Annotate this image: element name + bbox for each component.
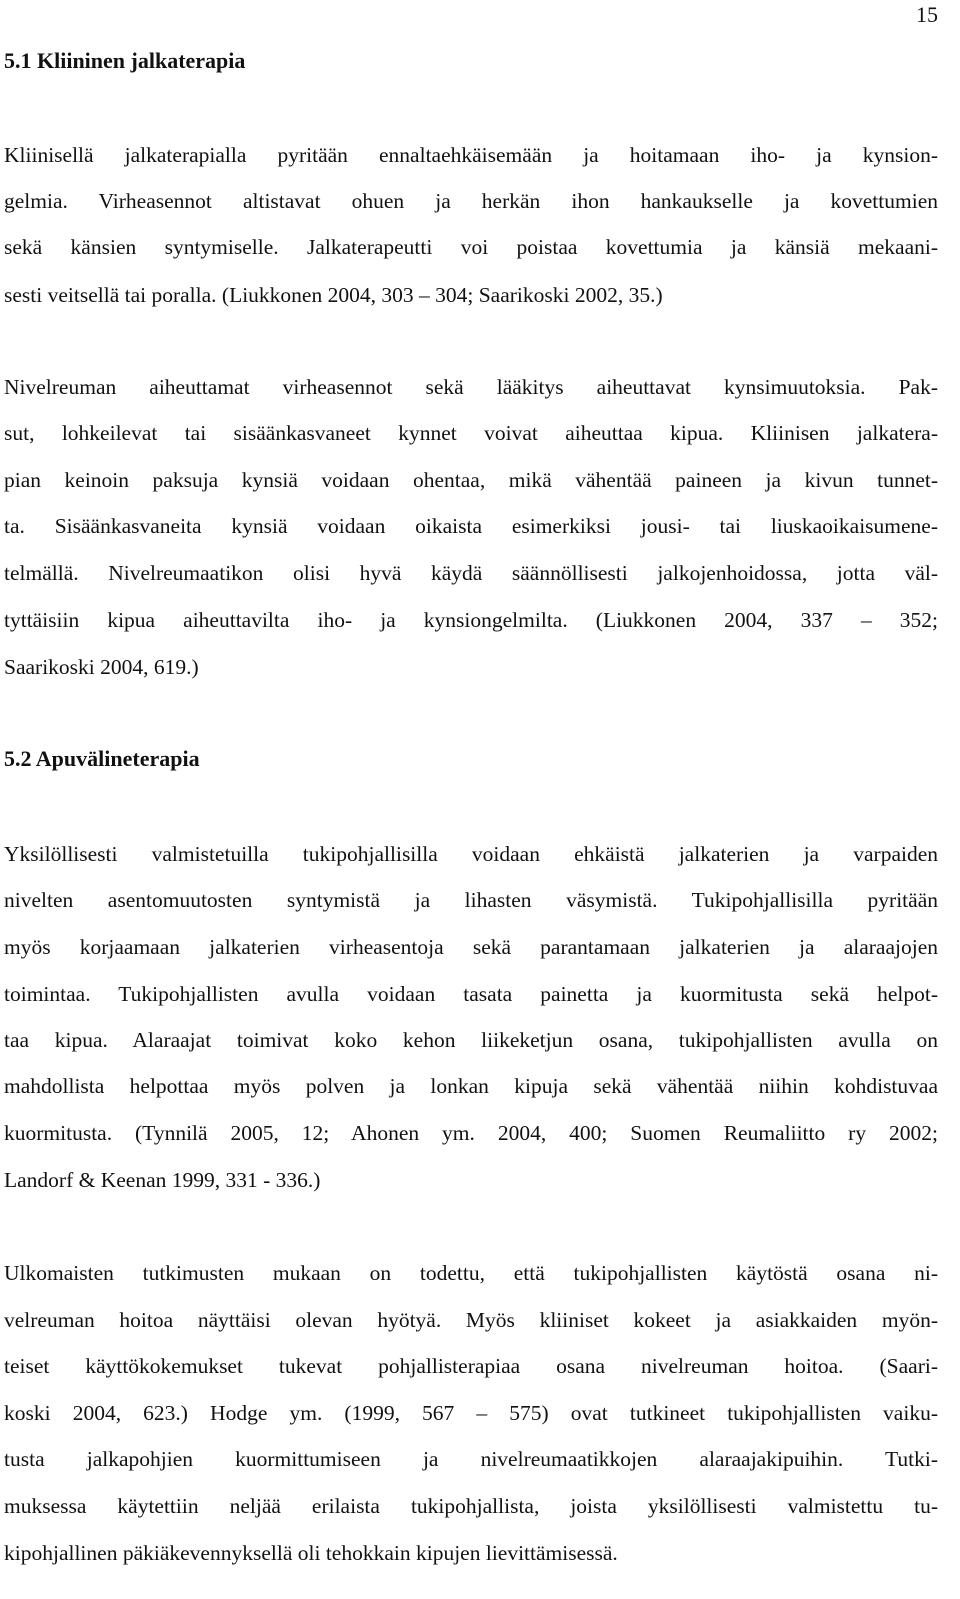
text-line: Yksilöllisesti valmistetuilla tukipohjallisilla voidaan ehkäistä jalkaterien ja varpaiden [4,842,938,866]
text-line: gelmia. Virheasennot altistavat ohuen ja herkän ihon hankaukselle ja kovettumien [4,189,938,213]
text-line: toimintaa. Tukipohjallisten avulla voidaan tasata painetta ja kuormitusta sekä helpot- [4,982,938,1006]
text-line: sekä känsien syntymiselle. Jalkaterapeutti voi poistaa kovettumia ja känsiä mekaani- [4,235,938,259]
text-line: ta. Sisäänkasvaneita kynsiä voidaan oikaista esimerkiksi jousi- tai liuskaoikaisumene- [4,514,938,538]
text-line: Landorf & Keenan 1999, 331 - 336.) [4,1168,321,1192]
text-line: muksessa käytettiin neljää erilaista tukipohjallista, joista yksilöllisesti valmistettu tu- [4,1494,938,1518]
page-number: 15 [916,2,938,27]
text-line: Nivelreuman aiheuttamat virheasennot sekä lääkitys aiheuttavat kynsimuutoksia. Pak- [4,375,938,399]
text-line: Saarikoski 2004, 619.) [4,655,199,679]
text-line: pian keinoin paksuja kynsiä voidaan ohentaa, mikä vähentää paineen ja kivun tunnet- [4,468,938,492]
text-line: myös korjaamaan jalkaterien virheasentoja sekä parantamaan jalkaterien ja alaraajojen [4,935,938,959]
text-line: koski 2004, 623.) Hodge ym. (1999, 567 – 575) ovat tutkineet tukipohjallisten vaiku- [4,1401,938,1425]
text-line: Ulkomaisten tutkimusten mukaan on todettu, että tukipohjallisten käytöstä osana ni- [4,1261,938,1285]
text-line: teiset käyttökokemukset tukevat pohjallisterapiaa osana nivelreuman hoitoa. (Saari- [4,1354,938,1378]
text-line: sesti veitsellä tai poralla. (Liukkonen 2004, 303 – 304; Saarikoski 2002, 35.) [4,283,663,307]
text-line: nivelten asentomuutosten syntymistä ja lihasten väsymistä. Tukipohjallisilla pyritään [4,888,938,912]
section-heading-5-1: 5.1 Kliininen jalkaterapia [4,48,246,73]
text-line: tyttäisiin kipua aiheuttavilta iho- ja kynsiongelmilta. (Liukkonen 2004, 337 – 352; [4,608,938,632]
text-line: mahdollista helpottaa myös polven ja lonkan kipuja sekä vähentää niihin kohdistuvaa [4,1074,938,1098]
text-line: velreuman hoitoa näyttäisi olevan hyötyä. Myös kliiniset kokeet ja asiakkaiden myön- [4,1308,938,1332]
section-heading-5-2: 5.2 Apuvälineterapia [4,746,200,771]
text-line: telmällä. Nivelreumaatikon olisi hyvä käydä säännöllisesti jalkojenhoidossa, jotta väl- [4,561,938,585]
text-line: Kliinisellä jalkaterapialla pyritään ennaltaehkäisemään ja hoitamaan iho- ja kynsion- [4,143,938,167]
text-line: kuormitusta. (Tynnilä 2005, 12; Ahonen ym. 2004, 400; Suomen Reumaliitto ry 2002; [4,1121,938,1145]
text-line: tusta jalkapohjien kuormittumiseen ja nivelreumaatikkojen alaraajakipuihin. Tutki- [4,1447,938,1471]
text-line: taa kipua. Alaraajat toimivat koko kehon liikeketjun osana, tukipohjallisten avulla on [4,1028,938,1052]
text-line: sut, lohkeilevat tai sisäänkasvaneet kynnet voivat aiheuttaa kipua. Kliinisen jalkatera- [4,421,938,445]
text-line: kipohjallinen päkiäkevennyksellä oli tehokkain kipujen lievittämisessä. [4,1541,618,1565]
